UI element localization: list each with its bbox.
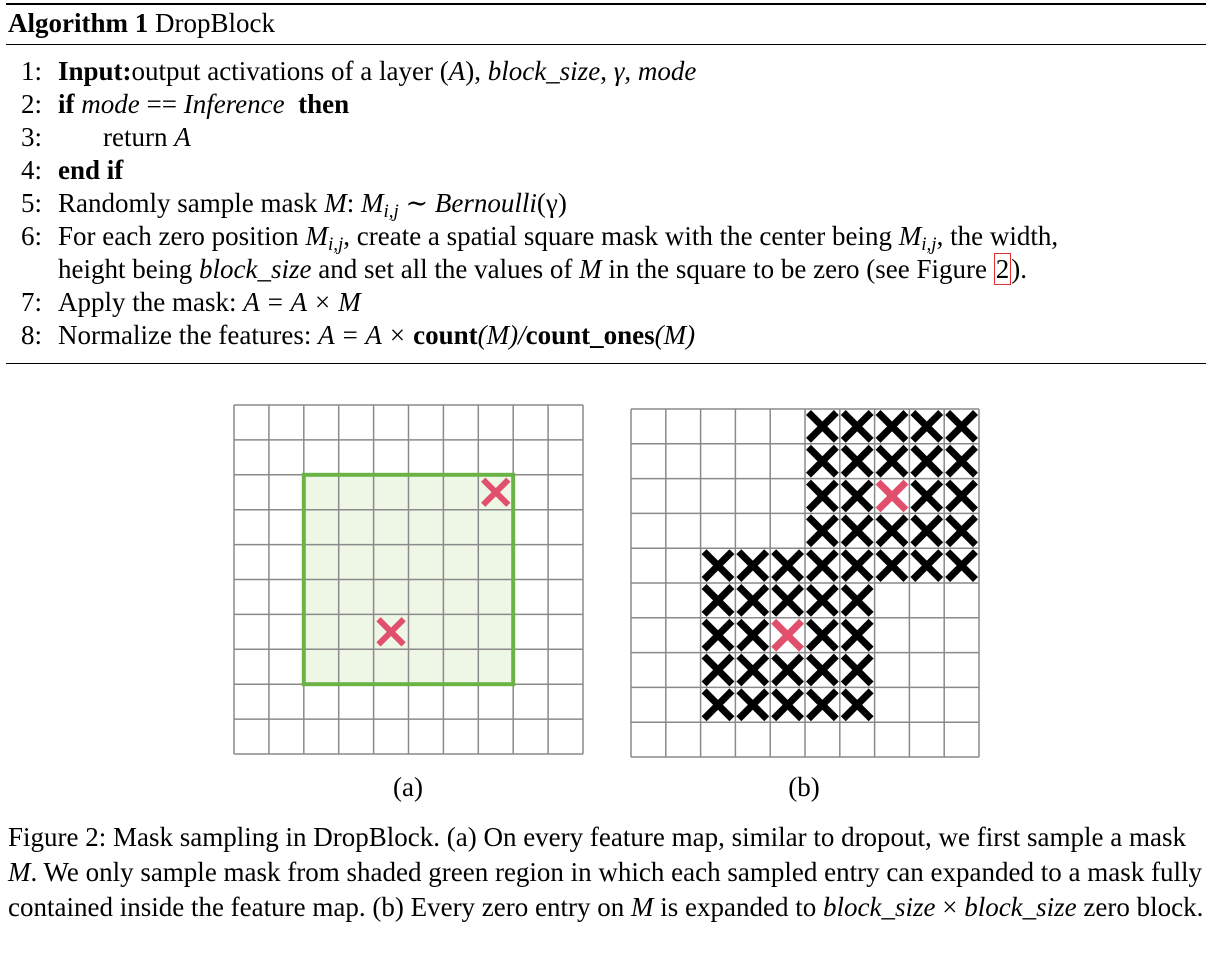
subscript: i,j: [383, 201, 399, 222]
dropped-cell-x-icon: [808, 656, 836, 684]
dropped-cell-x-icon: [948, 552, 976, 580]
var-m: M: [8, 857, 31, 887]
line-number: 5:: [20, 188, 42, 218]
separator: ,: [600, 56, 614, 86]
var-m: M: [324, 188, 347, 218]
var-m-ij: M: [898, 221, 922, 251]
dropped-cell-x-icon: [808, 482, 836, 510]
line-text: output activations of a layer (: [131, 56, 449, 86]
figure-caption: [8, 820, 1206, 925]
separator: ,: [624, 56, 638, 86]
dropped-cell-x-icon: [948, 517, 976, 545]
var-a: A: [174, 122, 191, 152]
dropped-cell-x-icon: [913, 412, 941, 440]
figure-ref-link[interactable]: 2: [995, 254, 1010, 284]
inference-literal: Inference: [183, 89, 285, 119]
var-block-size: block_size: [198, 254, 312, 284]
line-number: 2:: [20, 89, 42, 119]
line-text: , the width,: [936, 221, 1059, 251]
dropped-cell-x-icon: [878, 517, 906, 545]
dropped-cell-x-icon: [808, 621, 836, 649]
line-number: 1:: [20, 56, 42, 86]
dropped-cell-x-icon: [739, 656, 767, 684]
dropped-cell-x-icon: [843, 482, 871, 510]
line-text: ),: [465, 56, 488, 86]
dropped-cell-x-icon: [808, 412, 836, 440]
dropped-cell-x-icon: [948, 412, 976, 440]
operator: ×: [935, 892, 965, 922]
line-text: Randomly sample mask: [58, 188, 325, 218]
dropped-cell-x-icon: [878, 447, 906, 475]
line-text: For each zero position: [58, 221, 306, 251]
line-number: 7:: [20, 287, 42, 317]
dropped-cell-x-icon: [913, 447, 941, 475]
dropped-cell-x-icon: [843, 621, 871, 649]
bernoulli-arg: (γ): [536, 188, 567, 218]
caption-text: . We only sample mask from shaded green region in which each sampled entry can expanded to a mask fully contained inside the feature map. (b) Every zero entry on: [8, 857, 1202, 922]
dropped-cell-x-icon: [948, 482, 976, 510]
line-text: and set all the values of: [311, 254, 580, 284]
line-text: in the square to be zero (see Figure: [601, 254, 994, 284]
then-keyword: then: [298, 89, 350, 119]
dropped-cell-x-icon: [739, 691, 767, 719]
caption-text: Mask sampling in DropBlock. (a) On every feature map, similar to dropout, we first sample a mask: [106, 822, 1186, 852]
separator: :: [346, 188, 361, 218]
center-entry-x-icon: [878, 482, 906, 510]
formula: (M): [654, 320, 696, 350]
dropped-cell-x-icon: [948, 447, 976, 475]
subscript: i,j: [327, 234, 344, 255]
dropped-cell-x-icon: [774, 586, 802, 614]
input-keyword: Input:: [58, 56, 132, 86]
dropped-cell-x-icon: [808, 586, 836, 614]
dropped-cell-x-icon: [878, 412, 906, 440]
dropped-cell-x-icon: [843, 656, 871, 684]
line-text: Normalize the features:: [58, 320, 319, 350]
panel-a-grid: [234, 405, 583, 754]
algorithm-name: DropBlock: [154, 8, 275, 38]
dropped-cell-x-icon: [913, 482, 941, 510]
dropped-cell-x-icon: [878, 552, 906, 580]
dropped-cell-x-icon: [808, 552, 836, 580]
var-m-ij: M: [305, 221, 328, 251]
var-m-ij: M: [360, 188, 384, 218]
var-m: M: [631, 892, 654, 922]
dropped-cell-x-icon: [913, 552, 941, 580]
dropped-cell-x-icon: [739, 621, 767, 649]
dropped-cell-x-icon: [843, 447, 871, 475]
algorithm-label: Algorithm 1: [8, 8, 149, 38]
var-a: A: [448, 56, 466, 86]
line-number: 4:: [20, 155, 42, 185]
var-block-size: block_size: [964, 892, 1077, 922]
formula: A = A × M: [243, 287, 361, 317]
dropped-cell-x-icon: [704, 691, 732, 719]
dropped-cell-x-icon: [843, 552, 871, 580]
line-text: height being: [58, 254, 199, 284]
dropped-cell-x-icon: [913, 517, 941, 545]
operator: ==: [139, 89, 184, 119]
line-number: 6:: [20, 221, 42, 251]
dropped-cell-x-icon: [704, 586, 732, 614]
var-block-size: block_size: [822, 892, 936, 922]
bernoulli: Bernoulli: [434, 188, 537, 218]
var-mode: mode: [81, 89, 140, 119]
center-entry-x-icon: [774, 621, 802, 649]
var-gamma: γ: [613, 56, 625, 86]
caption-text: is expanded to: [653, 892, 823, 922]
end-if-keyword: end if: [58, 155, 124, 185]
line-number: 8:: [20, 320, 42, 350]
var-m: M: [579, 254, 602, 284]
formula: (M)/: [477, 320, 526, 350]
dropped-cell-x-icon: [739, 552, 767, 580]
subscript: i,j: [921, 234, 937, 255]
if-keyword: if: [58, 89, 75, 119]
var-mode: mode: [637, 56, 697, 86]
dropped-cell-x-icon: [808, 691, 836, 719]
operator: ∼: [398, 188, 435, 218]
dropped-cell-x-icon: [808, 517, 836, 545]
dropped-cell-x-icon: [774, 691, 802, 719]
line-number: 3:: [20, 122, 42, 152]
dropped-cell-x-icon: [774, 656, 802, 684]
dropped-cell-x-icon: [704, 621, 732, 649]
line-text: ).: [1011, 254, 1027, 284]
panel-b-grid: [631, 409, 979, 757]
line-text: , create a spatial square mask with the center being: [343, 221, 899, 251]
count-fn: count: [413, 320, 478, 350]
panel-b-label: (b): [788, 772, 820, 802]
count-ones-fn: count_ones: [525, 320, 655, 350]
panel-a-label: (a): [393, 772, 423, 802]
dropped-cell-x-icon: [843, 691, 871, 719]
line-text: return: [103, 122, 175, 152]
var-block-size: block_size: [487, 56, 601, 86]
dropped-cell-x-icon: [704, 552, 732, 580]
dropped-cell-x-icon: [843, 517, 871, 545]
formula: A = A ×: [318, 320, 414, 350]
dropped-cell-x-icon: [843, 586, 871, 614]
caption-text: zero block.: [1076, 892, 1204, 922]
dropped-cell-x-icon: [704, 656, 732, 684]
dropped-cell-x-icon: [808, 447, 836, 475]
dropped-cell-x-icon: [739, 586, 767, 614]
line-text: Apply the mask:: [58, 287, 244, 317]
caption-label: Figure 2:: [8, 822, 107, 852]
dropped-cell-x-icon: [774, 552, 802, 580]
dropped-cell-x-icon: [843, 412, 871, 440]
